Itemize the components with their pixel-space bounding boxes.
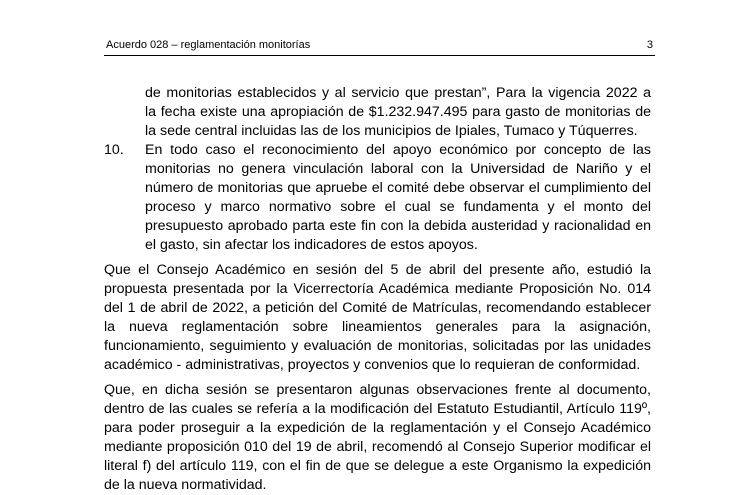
paragraph2-line: dentro de las cuales se refería a la modificación del Estatuto Estudiantil, Artículo 119º, xyxy=(104,401,651,417)
item9-line: la fecha existe una apropiación de $1.232.947.495 para gasto de monitorias de xyxy=(145,104,651,120)
paragraph1-line: académico - administrativas, proyectos y convenios que lo requieran de conformidad. xyxy=(104,357,641,373)
paragraph1-line: propuesta presentada por la Vicerrectoría Académica mediante Proposición No. 014 xyxy=(104,281,651,297)
paragraph2-line: de la nueva normatividad. xyxy=(104,477,267,493)
paragraph1-line: funcionamiento, seguimiento y evaluación de monitorias, solicitadas por las unidades xyxy=(104,338,651,354)
paragraph2-line: literal f) del artículo 119, con el fin de que se delegue a este Organismo la expedición xyxy=(104,458,651,474)
paragraph1-line: del 1 de abril de 2022, a petición del Comité de Matrículas, recomendando establecer xyxy=(104,300,651,316)
item10-line: proceso y marco normativo sobre el cual se fundamenta y el monto del xyxy=(145,199,651,215)
item10-line: el gasto, sin afectar los indicadores de estos apoyos. xyxy=(145,237,478,253)
paragraph2-line: mediante proposición 010 del 19 de abril, recomendó al Consejo Superior modificar el xyxy=(104,439,651,455)
item9-line: la sede central incluidas las de los municipios de Ipiales, Tumaco y Túquerres. xyxy=(145,123,638,139)
item10-line: número de monitorias que apruebe el comité debe observar el cumplimiento del xyxy=(145,180,651,196)
header-rule xyxy=(104,55,655,56)
item9-line: de monitorias establecidos y al servicio que prestan”, Para la vigencia 2022 a xyxy=(145,85,651,101)
page-number: 3 xyxy=(646,39,653,51)
paragraph2-line: para poder proseguir a la expedición de la reglamentación y el Consejo Académico xyxy=(104,420,651,436)
paragraph1-line: la nueva reglamentación sobre lineamientos generales para la asignación, xyxy=(104,319,651,335)
item10-number: 10. xyxy=(104,142,124,158)
item10-line: presupuesto aprobado parta este fin con la debida austeridad y racionalidad en xyxy=(145,218,651,234)
item10-line: monitorias no genera vinculación laboral con la Universidad de Nariño y el xyxy=(145,161,651,177)
paragraph2-line: Que, en dicha sesión se presentaron algunas observaciones frente al documento, xyxy=(104,382,651,398)
paragraph1-line: Que el Consejo Académico en sesión del 5 de abril del presente año, estudió la xyxy=(104,262,651,278)
header-title: Acuerdo 028 – reglamentación monitorías xyxy=(106,39,311,51)
item10-line: En todo caso el reconocimiento del apoyo económico por concepto de las xyxy=(145,142,651,158)
